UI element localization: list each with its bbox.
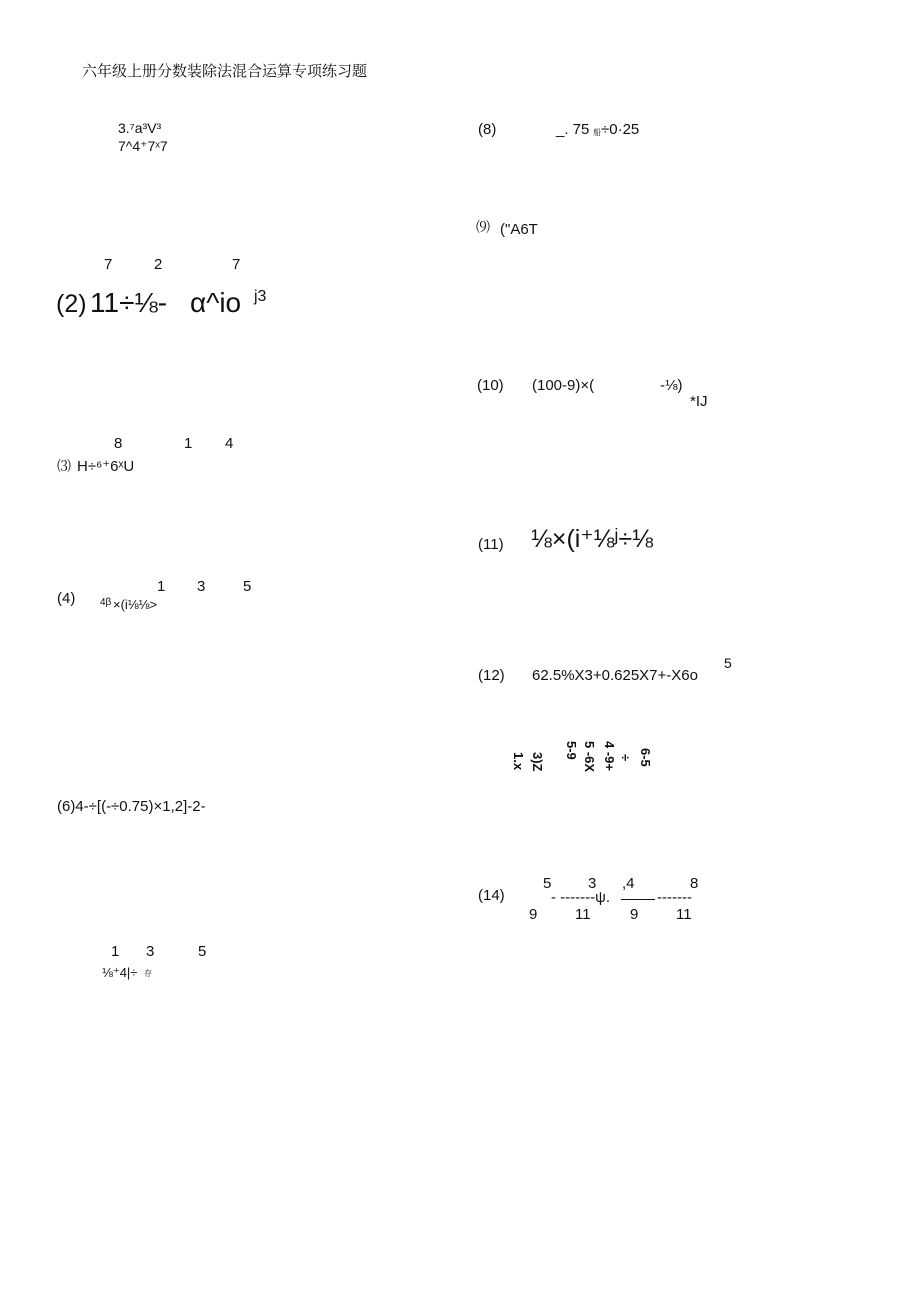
problem-7-num-3: 5 bbox=[198, 943, 207, 960]
problem-13-col-1: 1.x bbox=[511, 752, 526, 771]
problem-12-expr: 62.5%X3+0.625X7+-X6o bbox=[532, 667, 698, 684]
problem-7-num-1: 1 bbox=[111, 943, 120, 960]
problem-13-col-3: 5-9 bbox=[564, 741, 579, 760]
problem-10-expr: (100-9)×( bbox=[532, 377, 595, 394]
problem-2-tail: α^io bbox=[190, 287, 242, 318]
problem-3-expr: H÷⁶⁺6ˣU bbox=[77, 458, 135, 475]
problem-14-bottom-2: 11 bbox=[575, 906, 591, 923]
problem-6: (6)4-÷[(-÷0.75)×1,2]-2- bbox=[57, 798, 206, 815]
problem-13-col-4: 5 -6X bbox=[582, 741, 597, 773]
problem-11-expr: ⅛×(i⁺⅛ʲ÷⅛ bbox=[531, 525, 653, 553]
problem-14-top-4: 8 bbox=[690, 875, 699, 892]
problem-9-label: ⑼ bbox=[476, 219, 490, 235]
problem-10-label: (10) bbox=[477, 377, 504, 394]
problem-2-num-3: 7 bbox=[232, 256, 241, 273]
problem-3-num-2: 1 bbox=[184, 435, 193, 452]
problem-4-num-3: 5 bbox=[243, 578, 252, 595]
problem-14-bottom-3: 9 bbox=[630, 906, 639, 923]
problem-7-num-2: 3 bbox=[146, 943, 155, 960]
problem-4-prefix: 4β bbox=[100, 597, 112, 608]
problem-14-bottom-1: 9 bbox=[529, 906, 538, 923]
problem-7-expr: ⅛⁺4|÷ bbox=[102, 965, 138, 980]
problem-14-top-3: ,4 bbox=[622, 875, 635, 892]
problem-14-label: (14) bbox=[478, 887, 505, 904]
problem-7-tail: 存 bbox=[144, 969, 152, 978]
problem-3-num-1: 8 bbox=[114, 435, 123, 452]
problem-4-expr: ×(i⅛⅛> bbox=[113, 597, 158, 612]
problem-13-col-2: 3)Z bbox=[530, 752, 545, 772]
problem-1-line1: 3.⁷a³V³ bbox=[118, 120, 162, 136]
problem-2-num-1: 7 bbox=[104, 256, 113, 273]
problem-8-end: ÷0·25 bbox=[601, 121, 640, 138]
problem-12-sup: 5 bbox=[724, 655, 732, 671]
problem-14-bottom-4: 11 bbox=[676, 906, 692, 923]
problem-13-col-5: 4 -9+ bbox=[602, 741, 617, 771]
problem-2-label: (2) bbox=[56, 290, 87, 318]
problem-14-rule bbox=[621, 899, 655, 900]
problem-2-num-2: 2 bbox=[154, 256, 163, 273]
problem-2-sup: j3 bbox=[254, 288, 267, 305]
problem-2-expr: 11÷⅛- bbox=[90, 287, 168, 318]
problem-14-mid: - -------ψ. bbox=[551, 889, 610, 906]
problem-14-tail: ------- bbox=[657, 889, 692, 906]
problem-13-col-7: 6-5 bbox=[638, 748, 653, 767]
problem-13-col-6: ÷ bbox=[618, 754, 633, 762]
problem-3-num-3: 4 bbox=[225, 435, 234, 452]
problem-8-label: (8) bbox=[478, 121, 497, 138]
problem-12-label: (12) bbox=[478, 667, 505, 684]
problem-8-mid: 船 bbox=[593, 128, 601, 137]
problem-4-num-1: 1 bbox=[157, 578, 166, 595]
problem-4-num-2: 3 bbox=[197, 578, 206, 595]
problem-1-line2: 7^4⁺7ˣ7 bbox=[118, 138, 168, 154]
problem-4-label: (4) bbox=[57, 590, 76, 607]
problem-14-top-1: 5 bbox=[543, 875, 552, 892]
page-title: 六年级上册分数装除法混合运算专项练习题 bbox=[82, 63, 368, 80]
problem-9-expr: ("A6T bbox=[500, 221, 538, 238]
problem-8-expr: _. 75 bbox=[556, 121, 590, 138]
problem-3-label: ⑶ bbox=[57, 458, 71, 474]
problem-10-mid: -⅛) bbox=[660, 377, 683, 394]
problem-14-top-2: 3 bbox=[588, 875, 597, 892]
problem-10-low: *IJ bbox=[690, 393, 708, 410]
problem-11-label: (11) bbox=[478, 536, 504, 553]
